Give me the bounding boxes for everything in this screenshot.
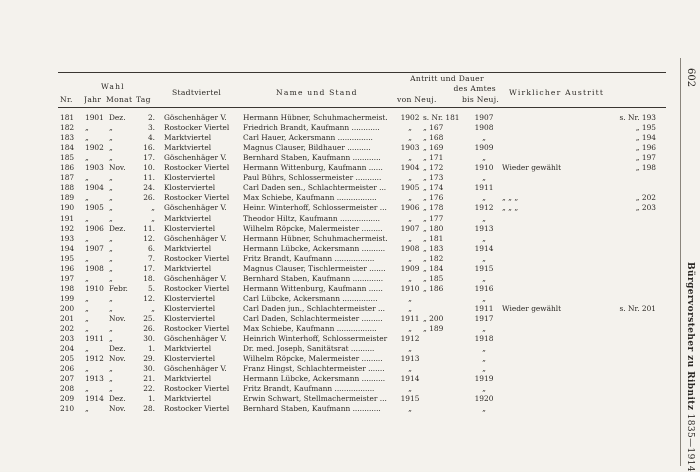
cell-tag: 3. (147, 123, 155, 133)
cell-bis: „ (482, 253, 486, 263)
cell-name: Wilhelm Röpcke, Malermeister ......... (243, 223, 383, 233)
cell-monat: „ (109, 193, 113, 203)
cell-name: Max Schiebe, Kaufmann ................. (243, 193, 377, 203)
cell-bis: „ (482, 354, 486, 364)
cell-von: „ (408, 404, 412, 414)
cell-viertel: Marktviertel (164, 344, 212, 354)
cell-tag: 30. (143, 364, 155, 374)
header-name-stand: Name und Stand (276, 88, 358, 97)
header-rule (58, 107, 666, 108)
cell-jahr: 1902 (85, 143, 104, 153)
cell-viertel: Klosterviertel (164, 293, 216, 303)
cell-bis: 1914 (474, 243, 494, 253)
cell-von: „ (408, 344, 412, 354)
cell-monat: Dez. (109, 113, 126, 122)
cell-viertel: Marktviertel (164, 374, 212, 384)
cell-tag: 7. (147, 253, 155, 263)
header-stadtviertel: Stadtviertel (172, 88, 222, 97)
cell-name: Carl Daden jun., Schlachtermeister ... (243, 303, 386, 313)
cell-ref: s. Nr. 193 (619, 113, 656, 122)
header-jahr: Jahr (84, 95, 102, 104)
cell-nr: 200 (60, 303, 75, 313)
cell-name: Dr. med. Joseph, Sanitätsrat .......... (243, 344, 375, 354)
cell-monat: „ (109, 384, 113, 394)
cell-ref: „ 197 (635, 153, 656, 163)
cell-jahr: „ (85, 364, 89, 374)
cell-snr: „ 168 (423, 133, 444, 143)
cell-jahr: „ (85, 173, 89, 183)
cell-monat: „ (109, 334, 113, 344)
cell-ref: „ 203 (635, 203, 656, 213)
cell-name: Hermann Hübner, Schuhmachermeist. (243, 233, 388, 243)
cell-monat: „ (109, 133, 113, 143)
header-bis-neuj: bis Neuj. (462, 95, 500, 104)
cell-name: Bernhard Staben, Kaufmann ............ (243, 404, 381, 414)
cell-bis: 1915 (474, 263, 494, 273)
cell-monat: „ (109, 253, 113, 263)
cell-von: 1908 (400, 243, 420, 253)
cell-snr: „ 176 (423, 193, 444, 203)
cell-bis: 1917 (474, 314, 494, 323)
page-number: 602 (685, 68, 696, 88)
cell-monat: „ (109, 233, 113, 243)
cell-nr: 207 (60, 374, 75, 384)
cell-nr: 194 (60, 243, 75, 253)
cell-tag: 22. (143, 384, 155, 394)
right-border-rule (680, 58, 681, 466)
cell-bis: 1916 (474, 283, 494, 293)
cell-tag: 4. (147, 133, 155, 143)
cell-jahr: 1905 (85, 203, 104, 213)
running-title: Bürgervorsteher zu Ribnitz (685, 262, 695, 411)
cell-bis: 1907 (474, 113, 494, 122)
cell-bis: „ (482, 273, 486, 283)
cell-viertel: Klosterviertel (164, 173, 216, 183)
cell-tag: 12. (143, 233, 155, 243)
cell-snr: „ 182 (423, 253, 444, 263)
cell-monat: „ (109, 183, 113, 193)
running-years: 1835—1914 (685, 413, 695, 472)
cell-viertel: Marktviertel (164, 243, 212, 253)
cell-von: „ (408, 293, 412, 303)
cell-tag: 25. (143, 314, 155, 323)
cell-nr: 192 (60, 223, 75, 233)
cell-jahr: „ (85, 253, 89, 263)
cell-monat: „ (109, 273, 113, 283)
header-monat: Monat (106, 95, 133, 104)
cell-monat: „ (109, 324, 113, 334)
cell-snr: „ 186 (423, 283, 444, 293)
cell-ref: „ 198 (635, 163, 656, 173)
running-head (685, 262, 695, 472)
cell-tag: 17. (143, 153, 155, 163)
cell-name: Carl Lübcke, Ackersmann ............... (243, 293, 378, 303)
cell-tag: „ (151, 303, 155, 313)
cell-note: „ „ „ (502, 203, 519, 213)
cell-jahr: „ (85, 273, 89, 283)
cell-bis: 1911 (474, 183, 494, 193)
header-austritt: Wirklicher Austritt (509, 88, 605, 97)
cell-jahr: „ (85, 324, 89, 334)
cell-viertel: Rostocker Viertel (164, 324, 230, 334)
cell-tag: 5. (147, 283, 155, 293)
cell-name: Hermann Wittenburg, Kaufmann ...... (243, 163, 383, 173)
header-antritt-1: Antritt und Dauer (410, 74, 484, 83)
cell-monat: „ (109, 303, 113, 313)
cell-bis: „ (482, 173, 486, 183)
cell-tag: 21. (143, 374, 155, 384)
cell-snr: „ 200 (423, 314, 444, 323)
cell-von: 1902 (400, 113, 420, 122)
cell-monat: „ (109, 153, 113, 163)
cell-snr: „ 183 (423, 243, 444, 253)
cell-nr: 208 (60, 384, 75, 394)
cell-name: Max Schiebe, Kaufmann ................. (243, 324, 377, 334)
cell-note: „ „ „ (502, 193, 519, 203)
cell-note: Wieder gewählt (502, 303, 562, 313)
cell-von: „ (408, 233, 412, 243)
cell-tag: 16. (143, 143, 155, 153)
cell-nr: 195 (60, 253, 75, 263)
header-antritt-2: des Amtes (453, 84, 496, 93)
cell-von: „ (408, 173, 412, 183)
cell-von: 1910 (400, 283, 420, 293)
cell-bis: 1919 (474, 374, 494, 384)
cell-name: Fritz Brandt, Kaufmann ................. (243, 253, 375, 263)
cell-viertel: Göschenhäger V. (164, 153, 227, 163)
cell-jahr: 1910 (85, 283, 104, 293)
cell-bis: „ (482, 233, 486, 243)
cell-monat: „ (109, 293, 113, 303)
cell-snr: „ 171 (423, 153, 444, 163)
cell-jahr: „ (85, 123, 89, 133)
cell-ref: „ 196 (635, 143, 656, 153)
cell-viertel: Rostocker Viertel (164, 384, 230, 394)
cell-von: 1903 (400, 143, 420, 153)
cell-nr: 181 (60, 113, 75, 122)
cell-tag: 24. (143, 183, 155, 193)
header-wahl: Wahl (101, 82, 125, 91)
cell-viertel: Göschenhäger V. (164, 334, 227, 344)
cell-von: 1912 (400, 334, 420, 344)
cell-name: Hermann Wittenburg, Kaufmann ...... (243, 283, 383, 293)
cell-viertel: Göschenhäger V. (164, 233, 227, 243)
cell-jahr: „ (85, 303, 89, 313)
cell-ref: „ 202 (635, 193, 656, 203)
cell-nr: 191 (60, 213, 75, 223)
cell-von: „ (408, 153, 412, 163)
cell-monat: Dez. (109, 394, 126, 404)
cell-tag: 11. (143, 173, 155, 183)
cell-bis: „ (482, 133, 486, 143)
cell-jahr: 1907 (85, 243, 104, 253)
cell-monat: „ (109, 374, 113, 384)
cell-nr: 184 (60, 143, 75, 153)
cell-nr: 183 (60, 133, 75, 143)
cell-nr: 201 (60, 314, 75, 323)
cell-nr: 205 (60, 354, 75, 364)
cell-monat: „ (109, 143, 113, 153)
cell-ref: „ 195 (635, 123, 656, 133)
cell-nr: 202 (60, 324, 75, 334)
cell-snr: „ 178 (423, 203, 444, 213)
cell-monat: Nov. (109, 314, 126, 323)
cell-von: „ (408, 253, 412, 263)
header-tag: Tag (136, 95, 151, 104)
cell-jahr: „ (85, 153, 89, 163)
cell-monat: „ (109, 243, 113, 253)
cell-jahr: 1911 (85, 334, 104, 344)
cell-nr: 196 (60, 263, 75, 273)
cell-nr: 199 (60, 293, 75, 303)
cell-name: Hermann Hübner, Schuhmachermeist. (243, 113, 388, 122)
cell-jahr: 1913 (85, 374, 104, 384)
cell-monat: Nov. (109, 354, 126, 364)
cell-viertel: Rostocker Viertel (164, 283, 230, 293)
cell-name: Bernhard Staben, Kaufmann ............ (243, 153, 381, 163)
cell-tag: „ (151, 213, 155, 223)
cell-jahr: 1906 (85, 223, 104, 233)
cell-viertel: Rostocker Viertel (164, 163, 230, 173)
cell-von: „ (408, 123, 412, 133)
cell-snr: „ 173 (423, 173, 444, 183)
cell-name: Fritz Brandt, Kaufmann ................. (243, 384, 375, 394)
cell-bis: „ (482, 364, 486, 374)
cell-bis: 1910 (474, 163, 494, 173)
cell-viertel: Rostocker Viertel (164, 193, 230, 203)
cell-snr: „ 167 (423, 123, 444, 133)
cell-von: „ (408, 324, 412, 334)
cell-jahr: „ (85, 193, 89, 203)
cell-viertel: Marktviertel (164, 133, 212, 143)
cell-jahr: „ (85, 384, 89, 394)
cell-tag: 26. (143, 324, 155, 334)
cell-nr: 186 (60, 163, 75, 173)
cell-name: Magnus Clauser, Tischlermeister ....... (243, 263, 386, 273)
cell-snr: „ 172 (423, 163, 444, 173)
cell-viertel: Marktviertel (164, 213, 212, 223)
cell-von: 1907 (400, 223, 420, 233)
cell-tag: 12. (143, 293, 155, 303)
cell-viertel: Klosterviertel (164, 354, 216, 364)
cell-von: 1911 (400, 314, 420, 323)
cell-bis: „ (482, 193, 486, 203)
cell-jahr: 1901 (85, 113, 104, 122)
cell-monat: Febr. (109, 283, 128, 293)
cell-bis: „ (482, 153, 486, 163)
cell-bis: „ (482, 213, 486, 223)
cell-name: Hermann Lübcke, Ackersmann .......... (243, 243, 386, 253)
cell-tag: 28. (143, 404, 155, 414)
cell-nr: 210 (60, 404, 75, 414)
cell-tag: 30. (143, 334, 155, 344)
cell-viertel: Rostocker Viertel (164, 404, 230, 414)
cell-jahr: „ (85, 344, 89, 354)
cell-snr: s. Nr. 181 (423, 113, 460, 122)
cell-viertel: Marktviertel (164, 143, 212, 153)
cell-snr: „ 181 (423, 233, 444, 243)
cell-tag: 1. (147, 394, 155, 404)
cell-bis: „ (482, 293, 486, 303)
cell-name: Carl Hauer, Ackersmann ............... (243, 133, 373, 143)
cell-nr: 193 (60, 233, 75, 243)
cell-tag: 18. (143, 273, 155, 283)
cell-tag: 11. (143, 223, 155, 233)
cell-viertel: Göschenhäger V. (164, 203, 227, 213)
cell-tag: 1. (147, 344, 155, 354)
cell-tag: 6. (147, 243, 155, 253)
cell-viertel: Klosterviertel (164, 303, 216, 313)
cell-von: 1913 (400, 354, 420, 364)
cell-snr: „ 180 (423, 223, 444, 233)
cell-name: Bernhard Staben, Kaufmann ............. (243, 273, 384, 283)
cell-nr: 185 (60, 153, 75, 163)
cell-von: 1915 (400, 394, 420, 404)
cell-viertel: Klosterviertel (164, 183, 216, 193)
cell-monat: Dez. (109, 344, 126, 354)
cell-jahr: 1912 (85, 354, 104, 364)
cell-snr: „ 185 (423, 273, 444, 283)
cell-monat: Dez. (109, 223, 126, 233)
cell-nr: 206 (60, 364, 75, 374)
cell-nr: 197 (60, 273, 75, 283)
cell-viertel: Marktviertel (164, 394, 212, 404)
cell-viertel: Klosterviertel (164, 223, 216, 233)
cell-von: 1909 (400, 263, 420, 273)
cell-jahr: „ (85, 213, 89, 223)
cell-snr: „ 189 (423, 324, 444, 334)
cell-bis: 1911 (474, 303, 494, 313)
cell-viertel: Rostocker Viertel (164, 123, 230, 133)
cell-note: Wieder gewählt (502, 163, 562, 173)
cell-bis: 1913 (474, 223, 494, 233)
cell-monat: „ (109, 203, 113, 213)
cell-jahr: „ (85, 404, 89, 414)
cell-von: „ (408, 384, 412, 394)
cell-ref: s. Nr. 201 (619, 303, 656, 313)
cell-name: Carl Daden, Schlachtermeister ......... (243, 314, 383, 323)
cell-name: Friedrich Brandt, Kaufmann ............ (243, 123, 380, 133)
cell-tag: 29. (143, 354, 155, 364)
cell-snr: „ 184 (423, 263, 444, 273)
cell-name: Paul Bührs, Schlossermeister ........... (243, 173, 382, 183)
cell-nr: 182 (60, 123, 75, 133)
cell-monat: „ (109, 173, 113, 183)
header-nr: Nr. (60, 95, 73, 104)
cell-bis: 1908 (474, 123, 494, 133)
cell-von: 1905 (400, 183, 420, 193)
cell-jahr: 1904 (85, 183, 104, 193)
cell-von: „ (408, 193, 412, 203)
cell-viertel: Göschenhäger V. (164, 113, 227, 122)
cell-snr: „ 177 (423, 213, 444, 223)
cell-name: Carl Daden sen., Schlachtermeister ... (243, 183, 387, 193)
cell-monat: „ (109, 213, 113, 223)
cell-jahr: 1914 (85, 394, 104, 404)
cell-nr: 203 (60, 334, 75, 344)
cell-bis: „ (482, 404, 486, 414)
cell-bis: „ (482, 344, 486, 354)
cell-viertel: Göschenhäger V. (164, 273, 227, 283)
cell-snr: „ 169 (423, 143, 444, 153)
cell-von: „ (408, 133, 412, 143)
cell-tag: 26. (143, 193, 155, 203)
cell-bis: 1920 (474, 394, 494, 404)
cell-name: Hermann Lübcke, Ackersmann .......... (243, 374, 386, 384)
cell-bis: 1909 (474, 143, 494, 153)
cell-tag: 10. (143, 163, 155, 173)
cell-jahr: „ (85, 233, 89, 243)
cell-von: „ (408, 303, 412, 313)
cell-jahr: „ (85, 314, 89, 323)
cell-jahr: „ (85, 133, 89, 143)
cell-nr: 189 (60, 193, 75, 203)
cell-nr: 190 (60, 203, 75, 213)
cell-bis: „ (482, 324, 486, 334)
header-von-neuj: von Neuj. (397, 95, 437, 104)
cell-nr: 187 (60, 173, 75, 183)
cell-nr: 188 (60, 183, 75, 193)
cell-name: Wilhelm Röpcke, Malermeister ......... (243, 354, 383, 364)
cell-name: Theodor Hiltz, Kaufmann ................. (243, 213, 380, 223)
cell-ref: „ 194 (635, 133, 656, 143)
cell-viertel: Rostocker Viertel (164, 253, 230, 263)
cell-jahr: 1908 (85, 263, 104, 273)
cell-nr: 209 (60, 394, 75, 404)
cell-von: „ (408, 364, 412, 374)
cell-viertel: Marktviertel (164, 263, 212, 273)
cell-monat: „ (109, 123, 113, 133)
cell-bis: 1918 (474, 334, 494, 344)
cell-monat: „ (109, 263, 113, 273)
cell-von: „ (408, 273, 412, 283)
cell-jahr: „ (85, 293, 89, 303)
cell-monat: Nov. (109, 163, 126, 173)
cell-bis: 1912 (474, 203, 494, 213)
cell-viertel: Göschenhäger V. (164, 364, 227, 374)
cell-bis: „ (482, 384, 486, 394)
cell-viertel: Klosterviertel (164, 314, 216, 323)
cell-von: 1904 (400, 163, 420, 173)
cell-von: 1906 (400, 203, 420, 213)
cell-snr: „ 174 (423, 183, 444, 193)
cell-nr: 198 (60, 283, 75, 293)
cell-name: Franz Hingst, Schlachtermeister ....... (243, 364, 385, 374)
cell-tag: 2. (147, 113, 155, 122)
cell-tag: „ (151, 203, 155, 213)
cell-name: Magnus Clauser, Bildhauer .......... (243, 143, 371, 153)
cell-tag: 17. (143, 263, 155, 273)
cell-name: Heinrich Winterhoff, Schlossermeister (243, 334, 388, 344)
cell-monat: „ (109, 364, 113, 374)
cell-von: 1914 (400, 374, 420, 384)
cell-von: „ (408, 213, 412, 223)
cell-monat: Nov. (109, 404, 126, 414)
cell-jahr: 1903 (85, 163, 104, 173)
top-rule (58, 72, 666, 73)
cell-name: Heinr. Winterhoff, Schlossermeister ... (243, 203, 387, 213)
cell-nr: 204 (60, 344, 75, 354)
cell-name: Erwin Schwart, Stellmachermeister ... (243, 394, 387, 404)
